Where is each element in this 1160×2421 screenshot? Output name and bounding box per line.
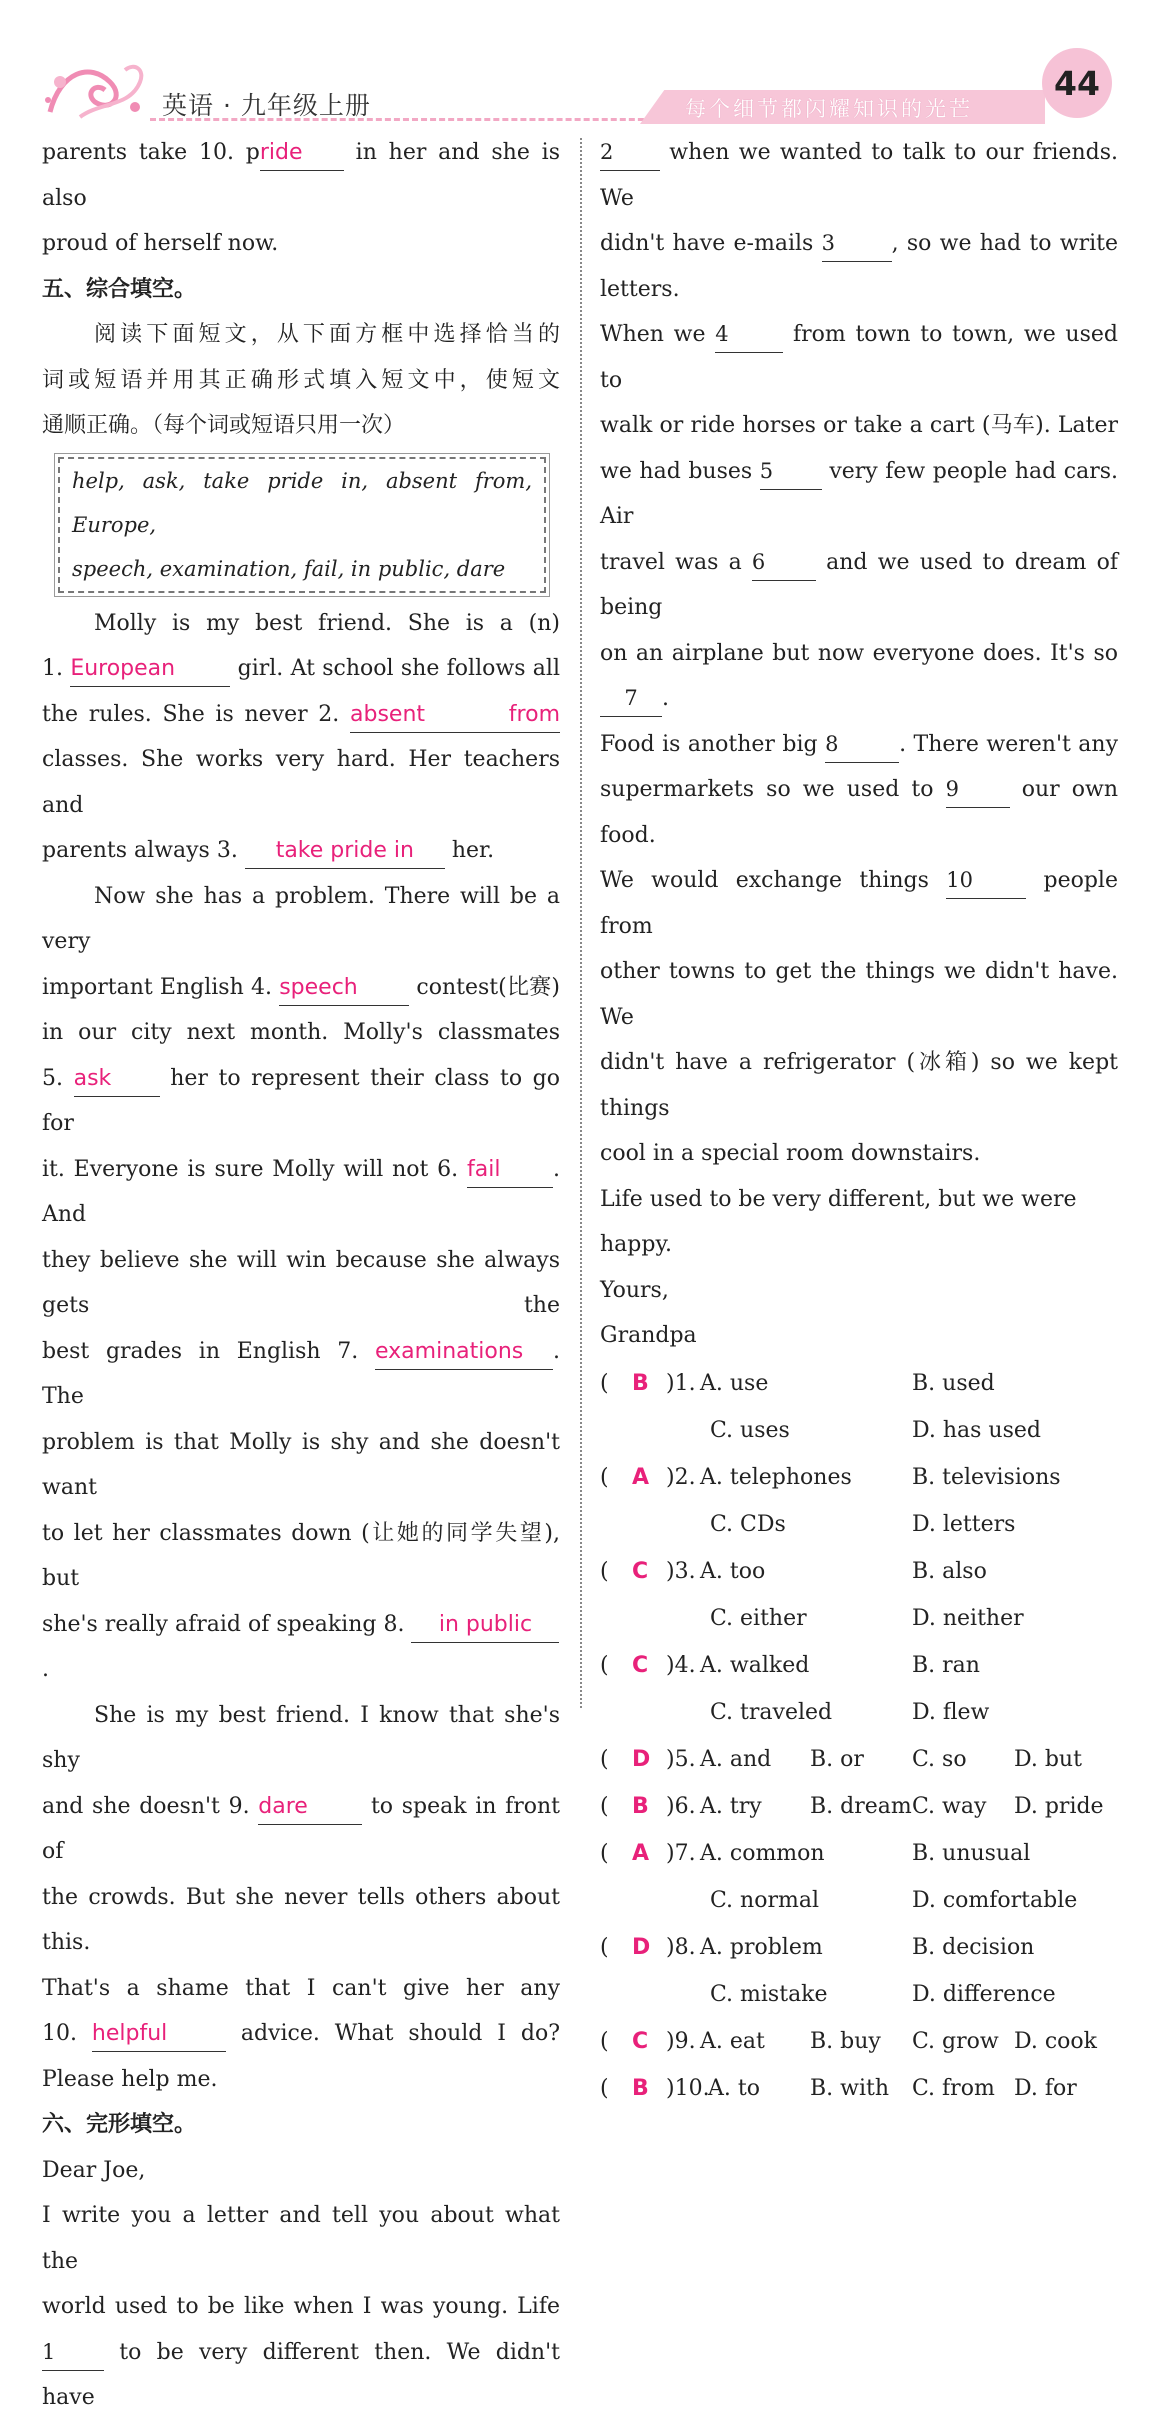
question-number: )8.: [666, 1934, 696, 1960]
paren-open: (: [600, 1464, 609, 1490]
option-c: C. way: [912, 1793, 987, 1819]
answer-5: ask: [73, 1065, 112, 1091]
page-number: 44: [1054, 63, 1100, 103]
option-b: B. ran: [912, 1652, 980, 1678]
answer-1: European: [70, 656, 176, 681]
option-a: A. telephones: [700, 1464, 852, 1490]
text-line: cool in a special room downstairs.: [600, 1141, 981, 1166]
text-line: best grades in English 7. examinations . The: [42, 1329, 560, 1420]
text-line: supermarkets so we used to 9 our own food.: [600, 767, 1118, 858]
option-b: B. or: [810, 1746, 864, 1772]
paren-open: (: [600, 1370, 609, 1396]
option-d: D. flew: [912, 1699, 990, 1725]
paren-open: (: [600, 1840, 609, 1866]
text-line: important English 4. speech contest(比赛): [42, 965, 560, 1011]
subject-title: 英语 · 九年级上册: [162, 91, 371, 120]
text-line: world used to be like when I was young. Life: [42, 2294, 560, 2319]
section6-title: 六、完形填空。: [42, 2112, 197, 2137]
text-line: on an airplane but now everyone does. It's so: [600, 640, 1118, 666]
text-line: Now she has a problem. There will be a very: [42, 883, 560, 954]
question-number: )4.: [666, 1652, 696, 1678]
option-c: C. normal: [710, 1887, 819, 1913]
text-line: parents take 10. pride in her and she is also: [42, 130, 560, 221]
answer-6: fail: [467, 1156, 501, 1182]
text-line: Food is another big 8 . There weren't any: [600, 722, 1118, 768]
option-d: D. pride: [1014, 1793, 1104, 1819]
paren-open: (: [600, 2028, 609, 2054]
letter-greeting: Dear Joe,: [42, 2157, 146, 2183]
question-number: )10.: [666, 2075, 710, 2101]
question-row: [600, 1455, 1118, 1502]
text-line: they believe she will win because she always gets the: [42, 1247, 560, 1318]
option-a: A. too: [700, 1558, 766, 1584]
text-line: in our city next month. Molly's classmates: [42, 1020, 560, 1045]
text-line: the crowds. But she never tells others about this.: [42, 1884, 560, 1955]
option-c: C. CDs: [710, 1511, 786, 1537]
question-row-cont: [600, 1596, 1118, 1643]
answer-2: absent from: [350, 701, 560, 727]
option-b: B. used: [912, 1370, 995, 1396]
option-a: A. to: [708, 2075, 760, 2101]
question-answer: B: [632, 1370, 649, 1396]
question-answer: D: [632, 1746, 651, 1772]
answer-ride: ride: [259, 140, 303, 165]
text-line: proud of herself now.: [42, 231, 279, 256]
option-a: A. use: [700, 1370, 769, 1396]
paren-open: (: [600, 1652, 609, 1678]
question-answer: A: [632, 1840, 650, 1866]
option-b: B. with: [810, 2075, 890, 2101]
option-b: B. dream: [810, 1793, 912, 1819]
text-line: She is my best friend. I know that she's shy: [42, 1702, 560, 1773]
option-b: B. decision: [912, 1934, 1035, 1960]
answer-10: helpful: [91, 2021, 168, 2046]
option-a: A. common: [700, 1840, 825, 1866]
question-row: [600, 1737, 1118, 1784]
word-bank-line: help, ask, take pride in, absent from, Europe,: [72, 468, 532, 537]
option-a: A. eat: [700, 2028, 765, 2054]
option-c: C. uses: [710, 1417, 790, 1443]
text-line: travel was a 6 and we used to dream of being: [600, 540, 1118, 631]
text-line: 7 .: [600, 676, 1118, 722]
text-line: 1 to be very different then. We didn't have: [42, 2330, 560, 2421]
text-line: Life used to be very different, but we were happy.: [600, 1186, 1077, 1257]
answer-3: take pride in: [275, 838, 414, 863]
question-list: [600, 1361, 1118, 2113]
question-answer: D: [632, 1934, 651, 1960]
paren-open: (: [600, 1558, 609, 1584]
question-number: )7.: [666, 1840, 696, 1866]
option-c: C. from: [912, 2075, 995, 2101]
question-answer: B: [632, 2075, 649, 2101]
text-line: 1. European girl. At school she follows all: [42, 646, 560, 692]
option-a: A. and: [700, 1746, 772, 1772]
text-line: other towns to get the things we didn't have. We: [600, 959, 1118, 1030]
text-line: didn't have a refrigerator (冰箱) so we kept things: [600, 1050, 1118, 1121]
floral-ornament-icon: [40, 52, 150, 122]
letter-signature: Grandpa: [600, 1323, 697, 1348]
question-answer: C: [632, 1652, 649, 1678]
section5-title: 五、综合填空。: [42, 276, 197, 302]
motto-text: 每个细节都闪耀知识的光芒: [685, 97, 973, 121]
text-line: Molly is my best friend. She is a (n): [94, 610, 560, 636]
question-answer: C: [632, 1558, 649, 1584]
option-d: D. neither: [912, 1605, 1024, 1631]
question-number: )3.: [666, 1558, 696, 1584]
text-line: 5. ask her to represent their class to go for: [42, 1056, 560, 1147]
option-d: D. but: [1014, 1746, 1082, 1772]
question-row: [600, 2066, 1118, 2113]
blank-number: 1: [42, 2339, 56, 2364]
option-d: D. for: [1014, 2075, 1077, 2101]
option-c: C. grow: [912, 2028, 999, 2054]
text-line: I write you a letter and tell you about what the: [42, 2203, 560, 2274]
question-row-cont: [600, 1878, 1118, 1925]
question-row: [600, 1784, 1118, 1831]
question-row: [600, 1549, 1118, 1596]
option-d: D. letters: [912, 1511, 1016, 1537]
question-number: )9.: [666, 2028, 696, 2054]
option-c: C. mistake: [710, 1981, 828, 2007]
paren-open: (: [600, 2075, 609, 2101]
text-line: problem is that Molly is shy and she doesn't want: [42, 1429, 560, 1500]
page-number-badge: [1042, 48, 1112, 118]
option-b: B. also: [912, 1558, 987, 1584]
question-answer: C: [632, 2028, 649, 2054]
question-row: [600, 2019, 1118, 2066]
answer-7: examinations: [375, 1338, 524, 1364]
answer-8: in public: [438, 1611, 533, 1637]
question-number: )6.: [666, 1793, 696, 1819]
question-answer: A: [632, 1464, 650, 1490]
paren-open: (: [600, 1934, 609, 1960]
instruction-line: 通顺正确。（每个词或短语只用一次）: [42, 413, 406, 438]
option-d: D. difference: [912, 1981, 1056, 2007]
page-header: [0, 0, 1160, 130]
text-line: to let her classmates down (让她的同学失望), but: [42, 1520, 560, 1591]
question-row: [600, 1831, 1118, 1878]
option-c: C. traveled: [710, 1699, 833, 1725]
instruction-line: 阅读下面短文，从下面方框中选择恰当的: [94, 322, 560, 347]
text-line: 10. helpful advice. What should I do?: [42, 2011, 560, 2057]
text-line: the rules. She is never 2. absent from: [42, 692, 560, 738]
word-bank-box: [58, 457, 546, 593]
question-row: [600, 1361, 1118, 1408]
question-answer: B: [632, 1793, 649, 1819]
paren-open: (: [600, 1793, 609, 1819]
text-line: letters.: [600, 276, 680, 302]
question-number: )5.: [666, 1746, 696, 1772]
option-c: C. so: [912, 1746, 967, 1772]
text-line: Please help me.: [42, 2066, 218, 2092]
question-row: [600, 1643, 1118, 1690]
option-d: D. cook: [1014, 2028, 1097, 2054]
option-c: C. either: [710, 1605, 807, 1631]
question-number: )1.: [666, 1370, 696, 1396]
option-a: A. try: [700, 1793, 762, 1819]
option-b: B. buy: [810, 2028, 881, 2054]
option-b: B. televisions: [912, 1464, 1061, 1490]
text-line: we had buses 5 very few people had cars. Air: [600, 449, 1118, 540]
option-a: A. walked: [700, 1652, 810, 1678]
text-line: We would exchange things 10 people from: [600, 858, 1118, 949]
text-line: and she doesn't 9. dare to speak in front of: [42, 1784, 560, 1875]
letter-closing: Yours,: [600, 1277, 669, 1303]
right-column: [600, 130, 1118, 2113]
option-d: D. comfortable: [912, 1887, 1078, 1913]
question-row-cont: [600, 1408, 1118, 1455]
left-column: [42, 130, 560, 2421]
option-d: D. has used: [912, 1417, 1041, 1443]
text-line: 2 when we wanted to talk to our friends. We: [600, 130, 1118, 221]
text-line: classes. She works very hard. Her teachers and: [42, 747, 560, 818]
option-b: B. unusual: [912, 1840, 1031, 1866]
instruction-line: 词或短语并用其正确形式填入短文中，使短文: [42, 367, 560, 393]
text-line: didn't have e-mails 3 , so we had to write: [600, 221, 1118, 267]
text-line: walk or ride horses or take a cart (马车). Later: [600, 413, 1118, 438]
column-divider: [580, 138, 582, 1708]
option-a: A. problem: [700, 1934, 823, 1960]
question-row: [600, 1925, 1118, 1972]
answer-4: speech: [279, 974, 358, 1000]
answer-9: dare: [258, 1793, 308, 1819]
question-row-cont: [600, 1502, 1118, 1549]
header-divider: [150, 118, 680, 121]
text-line: That's a shame that I can't give her any: [42, 1975, 560, 2001]
text-line: parents always 3. take pride in her.: [42, 828, 560, 874]
text-line: When we 4 from town to town, we used to: [600, 312, 1118, 403]
paren-open: (: [600, 1746, 609, 1772]
question-row-cont: [600, 1690, 1118, 1737]
question-number: )2.: [666, 1464, 696, 1490]
question-row-cont: [600, 1972, 1118, 2019]
word-bank-line: speech, examination, fail, in public, dare: [72, 556, 506, 581]
text-line: it. Everyone is sure Molly will not 6. fail . And: [42, 1147, 560, 1238]
text-line: she's really afraid of speaking 8. in public.: [42, 1602, 560, 1693]
